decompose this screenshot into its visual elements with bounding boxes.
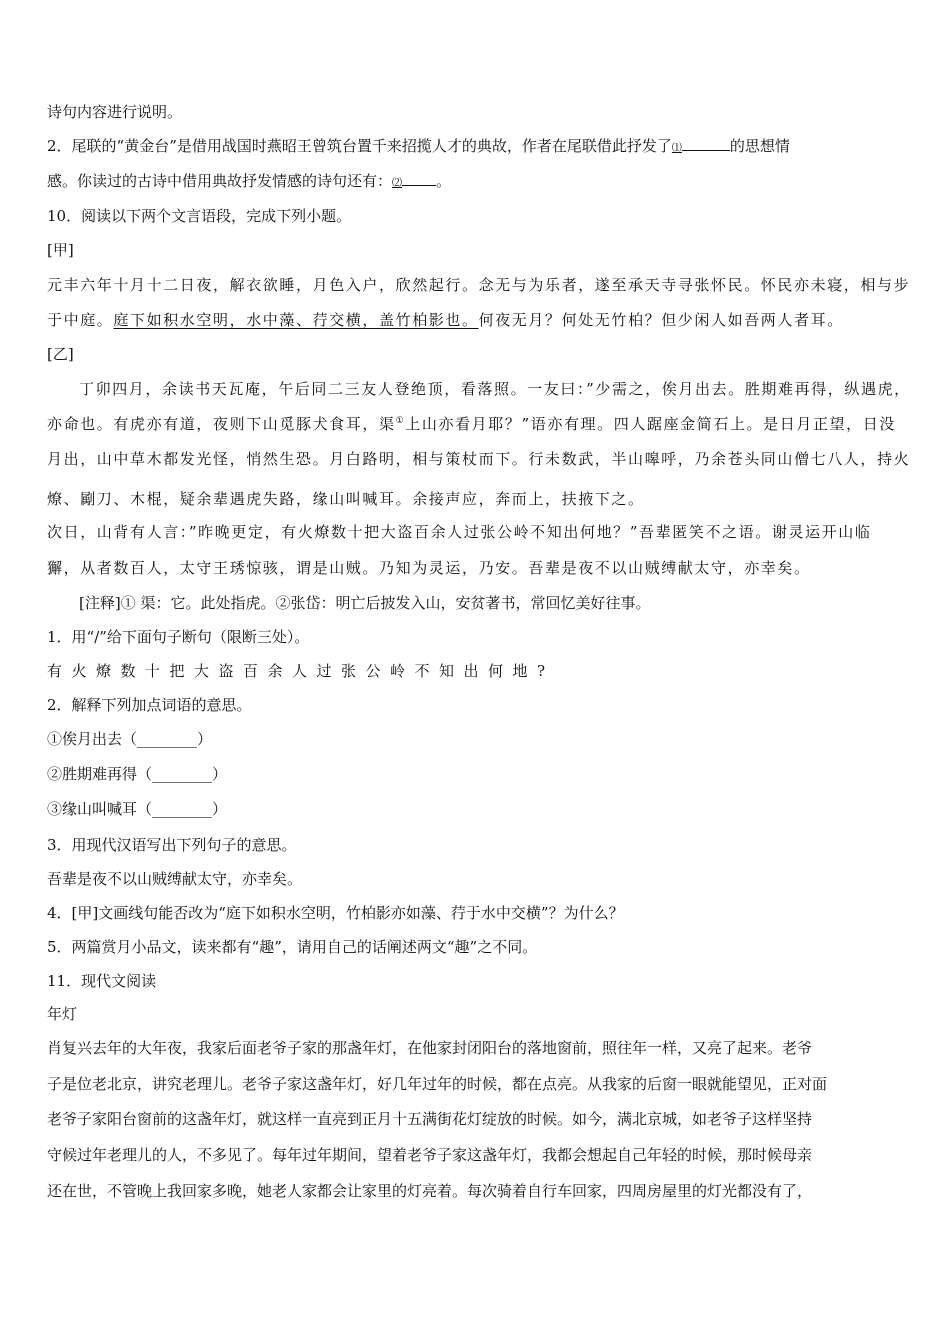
q9-line-0 <box>47 102 907 122</box>
q9-text: 。 <box>436 172 452 190</box>
passage-yi-label: [乙] <box>47 345 74 363</box>
article-line: 肖复兴去年的大年夜，我家后面老爷子家的那盏年灯，在他家封闭阳台的落地窗前，照往年一样，又亮了起来。老爷 <box>47 1039 813 1057</box>
passage-jia-line-1: 元丰六年十月十二日夜，解衣欲睡，月色入户，欣然起行。念无与为乐者，遂至承天寺寻张怀民。怀民亦未寝，相与步 <box>47 276 911 294</box>
translation-sentence: 吾辈是夜不以山贼缚献太守，亦幸矣。 <box>47 870 303 888</box>
sub-question-2: 2．解释下列加点词语的意思。 <box>47 696 252 714</box>
yi-text: 上山亦看月耶？”语亦有理。四人踞座金简石上。是日月正望，日没 <box>405 415 896 433</box>
q11-heading: 11．现代文阅读 <box>47 972 157 990</box>
q9-text: 诗句内容进行说明。 <box>47 103 183 121</box>
passage-jia-line-2 <box>47 310 907 330</box>
q9-question-2: 2．尾联的“黄金台”是借用战国时燕昭王曾筑台置千来招揽人才的典故，作者在尾联借此抒发了 <box>47 137 672 155</box>
article-line: 老爷子家阳台窗前的这盏年灯，就这样一直亮到正月十五满街花灯绽放的时候。如今，满北京城，如老爷子这样坚持 <box>47 1110 813 1128</box>
footnote: [注释]① 渠：它。此处指虎。②张岱：明亡后披发入山，安贫著书，常回忆美好往事。 <box>79 594 651 612</box>
passage-yi-line-5: 次日，山背有人言：”昨晚更定，有火燎数十把大盗百余人过张公岭不知出何地？”吾辈匿笑不之语。谢灵运开山临 <box>47 523 872 541</box>
passage-yi-line-2 <box>47 414 907 434</box>
jia-text: 何夜无月？何处无竹柏？但少闲人如吾两人者耳。 <box>478 311 844 329</box>
sub-question-4: 4．[甲]文画线句能否改为“庭下如积水空明，竹柏影亦如藻、荇于水中交横”？为什么？ <box>47 904 624 922</box>
jia-text: 于中庭。 <box>47 311 114 329</box>
sub-question-3: 3．用现代汉语写出下列句子的意思。 <box>47 836 297 854</box>
article-title: 年灯 <box>47 1005 78 1023</box>
punctuation-sentence: 有火燎数十把大盗百余人过张公岭不知出何地? <box>47 662 555 680</box>
underlined-sentence: 庭下如积水空明，水中藻、荇交横，盖竹柏影也。 <box>113 311 479 329</box>
yi-text: 亦命也。有虎亦有道，夜则下山觅豚犬食耳，渠 <box>47 415 396 433</box>
answer-blank-2[interactable] <box>402 171 436 186</box>
q9-text: 感。你读过的古诗中借用典故抒发情感的诗句还有： <box>47 172 393 190</box>
article-line: 子是位老北京，讲究老理儿。老爷子家这盏年灯，好几年过年的时候，都在点亮。从我家的后窗一眼就能望见，正对面 <box>47 1075 828 1093</box>
passage-yi-line-3: 月出，山中草木都发光怪，悄然生恐。月白路明，相与策杖而下。行未数武，半山嗥呼，乃余苍头同山僧七八人，持火 <box>47 450 911 468</box>
footnote-marker: ① <box>395 416 406 426</box>
q9-text: 的思想情 <box>729 137 790 155</box>
q9-line-1 <box>47 136 907 159</box>
vocab-item: ③缘山叫喊耳（________） <box>47 800 228 818</box>
sub-question-5: 5．两篇赏月小品文，读来都有“趣”，请用自己的话阐述两文“趣”之不同。 <box>47 938 538 956</box>
blank-number-2: ⑵ <box>392 178 403 189</box>
sub-question-1: 1．用“/”给下面句子断句（限断三处）。 <box>47 628 310 646</box>
passage-yi-line-4: 燎、㔉刀、木棍，疑余辈遇虎失路，缘山叫喊耳。余接声应，奔而上，扶掖下之。 <box>47 490 645 508</box>
passage-jia-label: [甲] <box>47 241 74 259</box>
q9-line-2 <box>47 171 907 194</box>
vocab-item: ①俟月出去（________） <box>47 730 213 748</box>
q10-heading: 10．阅读以下两个文言语段，完成下列小题。 <box>47 207 352 225</box>
vocab-item: ②胜期难再得（________） <box>47 765 228 783</box>
passage-yi-line-6: 獬，从者数百人，太守王琇惊骇，谓是山贼。乃知为灵运，乃安。吾辈是夜不以山贼缚献太守，亦幸矣。 <box>47 559 811 577</box>
passage-yi-line-1: 丁卯四月，余读书天瓦庵，午后同二三友人登绝顶，看落照。一友曰：”少需之，俟月出去。胜期难再得，纵遇虎， <box>79 380 911 398</box>
answer-blank-1[interactable] <box>682 136 730 151</box>
article-line: 守候过年老理儿的人，不多见了。每年过年期间，望着老爷子家这盏年灯，我都会想起自己年轻的时候，那时候母亲 <box>47 1146 813 1164</box>
blank-number-1: ⑴ <box>671 143 682 154</box>
article-line: 还在世，不管晚上我回家多晚，她老人家都会让家里的灯亮着。每次骑着自行车回家，四周房屋里的灯光都没有了， <box>47 1182 813 1200</box>
